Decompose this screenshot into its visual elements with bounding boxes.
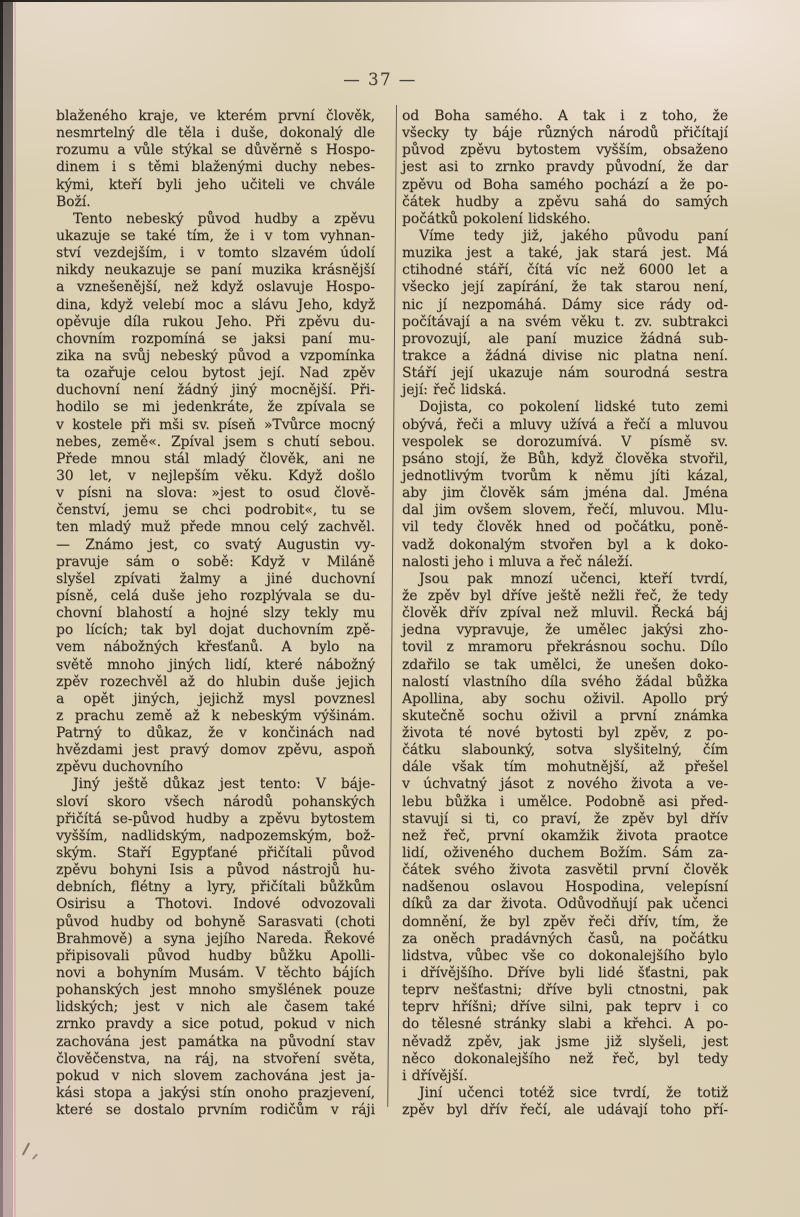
text-line: duchovní není žádný jiný mocnější. Při- <box>56 382 375 399</box>
text-line: blaženého kraje, ve kterém první člověk, <box>56 108 375 124</box>
text-line: za oněch pradávných časů, na počátku <box>402 930 728 947</box>
text-line: obývá, řeči a mluvy užívá a řečí a mluvou <box>402 416 728 433</box>
text-line: do tělesné stránky slabi a křehci. A po- <box>402 1016 728 1033</box>
text-line: jest asi to zrnko pravdy původní, že dar <box>402 159 728 176</box>
text-line: jedna vypravuje, že umělec jakýsi zho- <box>402 622 728 639</box>
text-line: tovil z mramoru překrásnou sochu. Dílo <box>402 639 728 656</box>
text-line: původ zpěvu bytostem vyšším, obsaženo <box>402 142 728 159</box>
text-line: lidstva, vůbec vše co dokonalejšího bylo <box>402 947 728 964</box>
text-line: než řeč, první okamžik života praotce <box>402 827 728 844</box>
text-line: muzika jest a také, jak stará jest. Má <box>402 245 728 262</box>
text-line: nebes, země«. Zpíval jsem s chutí sebou. <box>56 433 375 450</box>
text-line: a opět jiných, jejichž mysl povznesl <box>56 690 375 707</box>
text-line: stavují si ti, co praví, že zpěv byl dřív <box>402 810 728 827</box>
text-line: něvadž zpěv, jak jsme již slyšeli, jest <box>402 1033 728 1050</box>
text-line: nalostí vlastního díla svého žádal bůžka <box>402 673 728 690</box>
text-line: novi a bohyním Musám. V těchto bájích <box>56 965 375 982</box>
text-line: nikdy neukazuje se paní muzika krásnější <box>56 262 375 279</box>
text-line: kými, kteří byli jeho učiteli ve chvále <box>56 176 375 193</box>
text-line: Brahmově) a syna jejího Nareda. Řekové <box>56 930 375 947</box>
text-line: od Boha samého. A tak i z toho, že <box>402 108 728 124</box>
text-line: lidských; jest v nich ale časem také <box>56 999 375 1016</box>
text-line: pohanských jest mnoho smyšlének pouze <box>56 982 375 999</box>
text-line: ten mladý muž přede mnou celý zachvěl. <box>56 519 375 536</box>
text-line: všecko její zapírání, že tak starou není, <box>402 279 728 296</box>
text-line: čenství, jemu se chci podrobit«, tu se <box>56 502 375 519</box>
text-line: Tento nebeský původ hudby a zpěvu <box>73 210 375 227</box>
text-line: zrnko pravdy a sice potud, pokud v nich <box>56 1016 375 1033</box>
text-line: v kostele při mši sv. píseň »Tvůrce mocný <box>56 416 375 433</box>
text-line: nadšenou oslavou Hospodina, velepísní <box>402 879 728 896</box>
text-line: z prachu země až k nebeským výšinám. <box>56 707 375 724</box>
text-line: že zpěv byl dříve ještě nežli řeč, že tedy <box>402 587 728 604</box>
text-line: ství vezdejším, i v tomto slzavém údolí <box>56 245 375 262</box>
text-line: v písni na slova: »jest to osud člově- <box>56 485 375 502</box>
text-line: nesmrtelný dle těla i duše, dokonalý dle <box>56 125 375 142</box>
text-line: provozují, ale paní muzice žádná sub- <box>402 330 728 347</box>
text-line: skutečně sochu oživil a první známka <box>402 707 728 724</box>
text-line: Jiní učenci totéž sice tvrdí, že totiž <box>419 1085 728 1102</box>
text-line: i dřívějšího. Dříve byli lidé šťastni, pak <box>402 965 728 982</box>
text-line: vadž dokonalým stvořen byl a k doko- <box>402 536 728 553</box>
text-line: nic jí nezpomáhá. Dámy sice rády od- <box>402 296 728 313</box>
text-line: opěvuje díla rukou Jeho. Při zpěvu du- <box>56 313 375 330</box>
text-line: vem nábožných křesťanů. A bylo na <box>56 639 375 656</box>
text-line: lidí, oživeného duchem Božím. Sám za- <box>402 845 728 862</box>
text-line: Jsou pak mnozí učenci, kteří tvrdí, <box>419 570 728 587</box>
text-line: dal jim ovšem slovem, řečí, mluvou. Mlu- <box>402 502 728 519</box>
text-line: dina, když velebí moc a slávu Jeho, když <box>56 296 375 313</box>
text-line: zdařilo se tak umělci, že unešen doko- <box>402 656 728 673</box>
text-line: Patrný to důkaz, že v končinách nad <box>56 725 375 742</box>
text-line: písně, celá duše jeho rozplývala se du- <box>56 587 375 604</box>
text-line: počítávají a na svém věku t. zv. subtrakci <box>402 313 728 330</box>
text-line: čátku slabounký, sotva slyšitelný, čím <box>402 742 728 759</box>
text-line: domnění, že byl zpěv řeči dřív, tím, že <box>402 913 728 930</box>
text-line: zpěvu od Boha samého pochází a že po- <box>402 176 728 193</box>
text-line: kási stopa a jakýsi stín onoho prazjevení, <box>56 1085 375 1102</box>
text-line: slyšel zpívati žalmy a jiné duchovní <box>56 570 375 587</box>
text-line: chovní blahostí a hojné slzy tekly mu <box>56 605 375 622</box>
text-line: počátků pokolení lidského. <box>402 210 591 227</box>
text-line: debních, flétny a lyry, přičítali bůžkům <box>56 879 375 896</box>
text-line: života té nové bytosti byl zpěv, z po- <box>402 725 728 742</box>
text-line: člověk dřív zpíval než mluvil. Řecká báj <box>402 605 728 622</box>
text-line: něco dokonalejšího než řeč, byl tedy <box>402 1050 728 1067</box>
text-line: pokud v nich slovem zachována jest ja- <box>56 1067 375 1084</box>
text-line: zpěvu duchovního <box>56 759 184 776</box>
text-line: ctihodné stáří, čítá víc než 6000 let a <box>402 262 728 279</box>
text-line: ta ozařuje celou bytost její. Nad zpěv <box>56 365 375 382</box>
text-line: připisovali původ hudby bůžku Apolli- <box>56 947 375 964</box>
text-line: Apollina, aby sochu oživil. Apollo prý <box>402 690 728 707</box>
pen-mark <box>22 1142 30 1155</box>
text-line: díků za dar života. Odůvodňují pak učenci <box>402 896 728 913</box>
text-line: trakce a žádná divise nic platna není. <box>402 347 728 364</box>
text-line: po lících; tak byl dojat duchovním zpě- <box>56 622 375 639</box>
text-line: a vznešenější, než když oslavuje Hospo- <box>56 279 375 296</box>
text-line: přičítá se-původ hudby a zpěvu bytostem <box>56 810 375 827</box>
text-line: teprv hříšni; dříve silni, pak teprv i co <box>402 999 728 1016</box>
text-line: Dojista, co pokolení lidské tuto zemi <box>419 399 728 416</box>
column-divider-rule <box>387 105 397 1107</box>
text-line: lebu bůžka i umělce. Podobně asi před- <box>402 793 728 810</box>
text-line: nalosti jeho i mluva a řeč náleží. <box>402 553 634 570</box>
text-line: dále však tím mohutnější, až přešel <box>402 759 728 776</box>
text-line: zika na svůj nebeský původ a vzpomínka <box>56 347 375 364</box>
text-line: které se dostalo prvním rodičům v ráji <box>56 1102 375 1119</box>
text-line: čátek hudby a zpěvu sahá do samých <box>402 193 728 210</box>
text-line: v úchvatný jásot z nového života a ve- <box>402 776 728 793</box>
text-line: rozumu a vůle stýkal se důvěrně s Hospo- <box>56 142 375 159</box>
text-line: jednotlivým tvorům k němu jíti kázal, <box>402 467 728 484</box>
text-line: zpěv rozechvěl až do hlubin duše jejich <box>56 673 375 690</box>
text-line: světě mnoho jiných lidí, které nábožný <box>56 656 375 673</box>
text-line: psáno stojí, že Bůh, když člověka stvořil, <box>402 450 728 467</box>
column-left <box>56 108 375 1119</box>
text-line: Víme tedy již, jakého původu paní <box>419 227 728 244</box>
pen-mark <box>32 1153 38 1159</box>
text-line: aby jim člověk sám jména dal. Jména <box>402 485 728 502</box>
text-line: 30 let, v nejlepším věku. Když došlo <box>56 467 375 484</box>
text-line: člověčenstva, na ráj, na stvoření světa, <box>56 1050 375 1067</box>
text-line: vil tedy člověk hned od počátku, poně- <box>402 519 728 536</box>
page-edge-line <box>14 0 16 1217</box>
text-line: pravuje sám o sobě: Když v Miláně <box>56 553 375 570</box>
text-line: vespolek se dorozumívá. V písmě sv. <box>402 433 728 450</box>
text-line: hodilo se mi jedenkráte, že zpívala se <box>56 399 375 416</box>
text-line: dinem i s těmi blaženými duchy nebes- <box>56 159 375 176</box>
text-line: Stáří její ukazuje nám sourodná sestra <box>402 365 728 382</box>
page-number: — 37 — <box>343 70 417 89</box>
text-line: vyšším, nadlidským, nadpozemským, bož- <box>56 827 375 844</box>
text-line: Osirisu a Thotovi. Indové odvozovali <box>56 896 375 913</box>
text-line: i dřívější. <box>402 1067 468 1084</box>
scan-left-edge-dark-line <box>0 0 3 1217</box>
text-line: všecky ty báje různých národů přičítají <box>402 125 728 142</box>
text-line: původ hudby od bohyně Sarasvati (choti <box>56 913 375 930</box>
text-line: ukazuje se také tím, že i v tom vyhnan- <box>56 227 375 244</box>
column-right <box>402 108 728 1119</box>
text-line: její: řeč lidská. <box>402 382 507 399</box>
text-line: Přede mnou stál mladý člověk, ani ne <box>56 450 375 467</box>
text-line: chovním rozpomíná se jaksi paní mu- <box>56 330 375 347</box>
scan-top-edge-shadow <box>0 0 800 2</box>
text-line: sloví skoro všech národů pohanských <box>56 793 375 810</box>
text-line: Jiný ještě důkaz jest tento: V báje- <box>73 776 375 793</box>
text-line: — Známo jest, co svatý Augustin vy- <box>56 536 375 553</box>
text-line: Boží. <box>56 193 91 210</box>
text-line: zpěv byl dřív řečí, ale udávají toho pří- <box>402 1102 728 1119</box>
text-line: zachována jest památka na původní stav <box>56 1033 375 1050</box>
text-line: hvězdami jest pravý domov zpěvu, aspoň <box>56 742 375 759</box>
text-line: ským. Staří Egypťané přičítali původ <box>56 845 375 862</box>
text-line: čátek svého života zasvětil první člověk <box>402 862 728 879</box>
text-line: zpěvu bohyni Isis a původ nástrojů hu- <box>56 862 375 879</box>
text-line: teprv nešťastni; dříve byli ctnostni, pak <box>402 982 728 999</box>
